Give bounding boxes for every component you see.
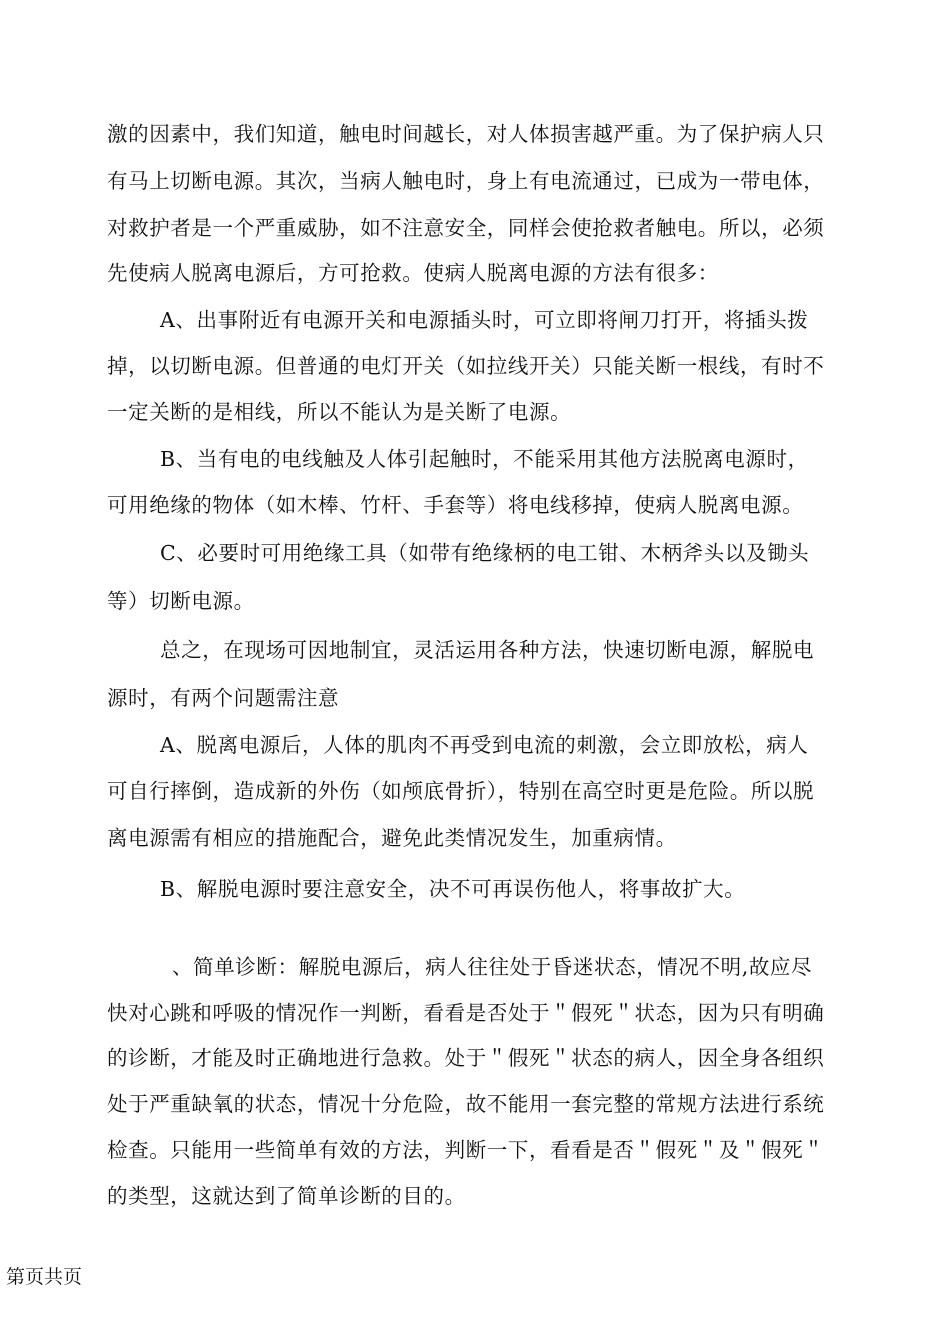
paragraph-line: 处于严重缺氧的状态，情况十分危险，故不能用一套完整的常规方法进行系统 xyxy=(107,1092,825,1116)
paragraph-line: 快对心跳和呼吸的情况作一判断，看看是否处于＂假死＂状态，因为只有明确 xyxy=(107,1001,825,1025)
paragraph-line: 检查。只能用一些简单有效的方法，判断一下，看看是否＂假死＂及＂假死＂ xyxy=(107,1138,825,1162)
paragraph-line: 有马上切断电源。其次，当病人触电时，身上有电流通过，已成为一带电体， xyxy=(107,169,825,193)
paragraph-line: B、当有电的电线触及人体引起触时，不能采用其他方法脱离电源时， xyxy=(160,447,809,471)
paragraph-line: 的诊断，才能及时正确地进行急救。处于＂假死＂状态的病人，因全身各组织 xyxy=(107,1046,825,1070)
paragraph-line: 可自行摔倒，造成新的外伤（如颅底骨折），特别在高空时更是危险。所以脱 xyxy=(107,779,815,803)
paragraph-line: A、出事附近有电源开关和电源插头时，可立即将闸刀打开，将插头拨 xyxy=(160,308,809,332)
page-number-footer: 第页共页 xyxy=(6,1266,83,1288)
paragraph-line: 总之，在现场可因地制宜，灵活运用各种方法，快速切断电源，解脱电 xyxy=(160,638,815,662)
paragraph-line: C、必要时可用绝缘工具（如带有绝缘柄的电工钳、木柄斧头以及锄头 xyxy=(160,541,810,565)
paragraph-line: 等）切断电源。 xyxy=(107,589,255,613)
paragraph-line: 对救护者是一个严重威胁，如不注意安全，同样会使抢救者触电。所以，必须 xyxy=(107,216,825,240)
paragraph-line: 激的因素中，我们知道，触电时间越长，对人体损害越严重。为了保护病人只 xyxy=(107,122,825,146)
paragraph-line: 的类型，这就达到了简单诊断的目的。 xyxy=(107,1184,466,1208)
paragraph-line: 、简单诊断：解脱电源后，病人往往处于昏迷状态，情况不明,故应尽 xyxy=(172,955,813,979)
paragraph-line: 可用绝缘的物体（如木棒、竹杆、手套等）将电线移掉，使病人脱离电源。 xyxy=(107,493,804,517)
paragraph-line: 先使病人脱离电源后，方可抢救。使病人脱离电源的方法有很多： xyxy=(107,261,719,285)
paragraph-line: A、脱离电源后，人体的肌肉不再受到电流的刺激，会立即放松，病人 xyxy=(160,733,809,757)
paragraph-line: B、解脱电源时要注意安全，决不可再误伤他人，将事故扩大。 xyxy=(160,877,746,901)
paragraph-line: 一定关断的是相线，所以不能认为是关断了电源。 xyxy=(107,400,572,424)
paragraph-line: 掉，以切断电源。但普通的电灯开关（如拉线开关）只能关断一根线，有时不 xyxy=(107,354,825,378)
paragraph-line: 离电源需有相应的措施配合，避免此类情况发生，加重病情。 xyxy=(107,826,677,850)
paragraph-line: 源时，有两个问题需注意 xyxy=(107,686,340,710)
